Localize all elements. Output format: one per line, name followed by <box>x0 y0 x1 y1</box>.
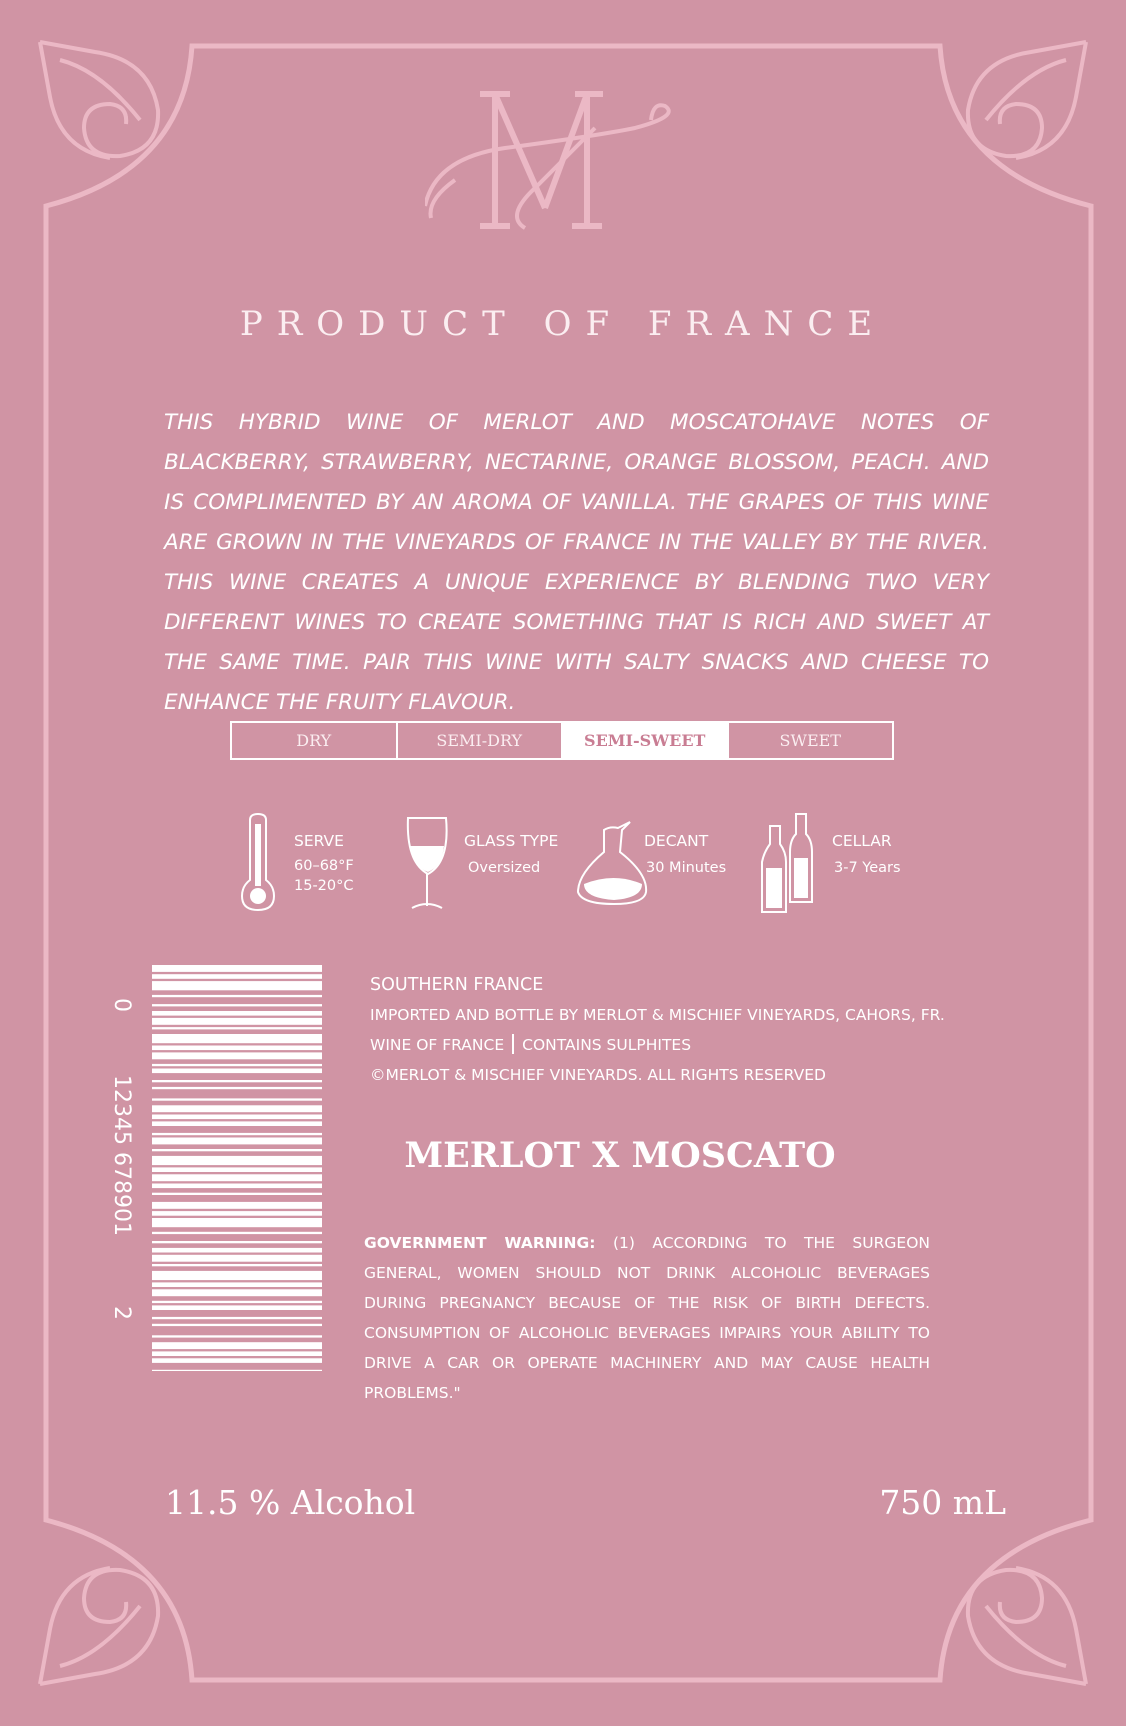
page-title: PRODUCT OF FRANCE <box>239 304 887 344</box>
sweetness-semi-sweet: SEMI-SWEET <box>563 723 729 758</box>
sweetness-dry: DRY <box>232 723 398 758</box>
corner-ornament-bottom-right <box>968 1568 1086 1684</box>
producer-details <box>370 970 990 1090</box>
serve-fahrenheit: 60–68°F <box>294 858 354 874</box>
corner-ornament-top-right <box>968 42 1086 158</box>
glass-label: GLASS TYPE <box>464 832 559 850</box>
wine-glass-icon <box>404 812 450 912</box>
decant-info <box>574 812 744 922</box>
imported-text: IMPORTED AND BOTTLE BY MERLOT & MISCHIEF VINEYARDS, CAHORS, FR. <box>370 1006 945 1024</box>
volume: 750 mL <box>879 1483 1006 1522</box>
thermometer-icon <box>240 812 276 912</box>
barcode-digits <box>110 1000 140 1340</box>
product-name: MERLOT X MOSCATO <box>404 1135 836 1176</box>
barcode-digit-end: 2 <box>109 1306 134 1320</box>
wine-description: THIS HYBRID WINE OF MERLOT AND MOSCATOHAVE NOTES OF BLACKBERRY, STRAWBERRY, NECTARINE, ORANGE BLOSSOM, PEACH. AND IS COMPLIMENTED BY AN AROMA OF VANILLA. THE GRAPES OF THIS WINE ARE GROWN IN THE VINEYARDS OF FRANCE IN THE VALLEY BY THE RIVER. THIS WINE CREATES A UNIQUE EXPERIENCE BY BLENDING TWO VERY DIFFERENT WINES TO CREATE SOMETHING THAT IS RICH AND SWEET AT THE SAME TIME. PAIR THIS WINE WITH SALTY SNACKS AND CHEESE TO ENHANCE THE FRUITY FLAVOUR. <box>164 410 989 715</box>
sweetness-semi-dry: SEMI-DRY <box>398 723 564 758</box>
monogram-logo <box>425 88 715 238</box>
glass-info <box>404 812 574 922</box>
serve-celsius: 15-20°C <box>294 878 354 894</box>
cellar-info <box>756 812 916 922</box>
wine-of-text: WINE OF FRANCE <box>370 1036 505 1054</box>
contains-text: CONTAINS SULPHITES <box>522 1036 692 1054</box>
barcode-digit-main: 12345 678901 <box>109 1075 134 1236</box>
bottles-icon <box>756 812 818 916</box>
separator <box>512 1034 514 1054</box>
cellar-label: CELLAR <box>832 832 892 850</box>
alcohol-content: 11.5 % Alcohol <box>165 1483 416 1522</box>
decant-value: 30 Minutes <box>646 860 727 876</box>
government-warning <box>364 1228 930 1408</box>
glass-value: Oversized <box>468 860 541 876</box>
serve-info <box>238 812 388 922</box>
sweetness-sweet: SWEET <box>779 731 841 750</box>
copyright-text: ©MERLOT & MISCHIEF VINEYARDS. ALL RIGHTS RESERVED <box>370 1066 826 1084</box>
barcode <box>152 963 322 1373</box>
warning-body: (1) ACCORDING TO THE SURGEON GENERAL, WOMEN SHOULD NOT DRINK ALCOHOLIC BEVERAGES DURING PREGNANCY BECAUSE OF THE RISK OF BIRTH DEFECTS. CONSUMPTION OF ALCOHOLIC BEVERAGES IMPAIRS YOUR ABILITY TO DRIVE A CAR OR OPERATE MACHINERY AND MAY CAUSE HEALTH PROBLEMS." <box>364 1234 930 1402</box>
serve-label: SERVE <box>294 832 344 850</box>
corner-ornament-top-left <box>40 42 158 158</box>
barcode-digit-start: 0 <box>109 998 134 1012</box>
region-text: SOUTHERN FRANCE <box>370 975 544 995</box>
decanter-icon <box>574 812 654 912</box>
cellar-value: 3-7 Years <box>834 860 901 876</box>
corner-ornament-bottom-left <box>40 1568 158 1684</box>
decant-label: DECANT <box>644 832 709 850</box>
warning-heading: GOVERNMENT WARNING: <box>364 1234 596 1252</box>
wine-of-line <box>370 1030 990 1060</box>
sweetness-scale <box>230 721 894 760</box>
